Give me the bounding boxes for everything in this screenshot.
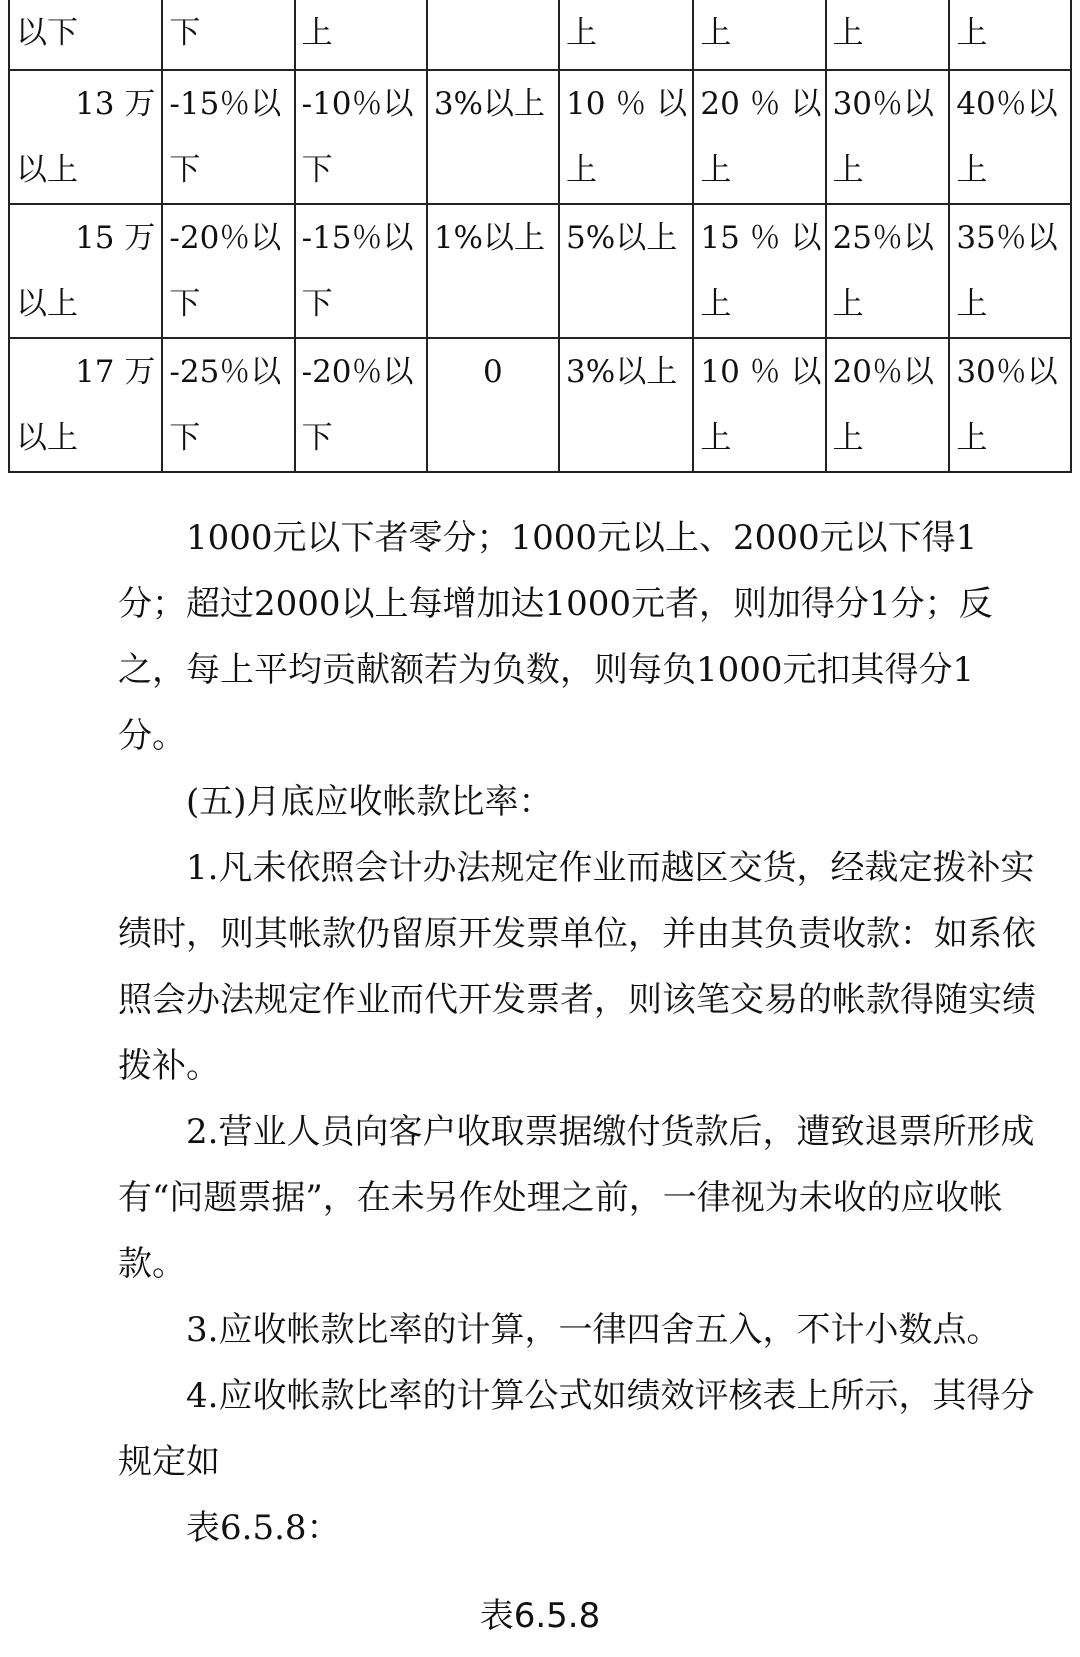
table-row	[9, 70, 1071, 204]
cell-line-1: -20％以	[169, 220, 282, 256]
table-cell	[949, 70, 1071, 204]
table-cell	[9, 204, 162, 338]
cell-line-2: 上	[832, 152, 864, 188]
paragraph-item-2: 2.营业人员向客户收取票据缴付货款后，遭致退票所形成有“问题票据”，在未另作处理之前，一律视为未收的应收帐款。	[118, 1112, 1035, 1284]
cell-line-1: 25％以	[832, 220, 935, 256]
table-cell	[693, 204, 825, 338]
paragraph-item-1: 1.凡未依照会计办法规定作业而越区交货，经裁定拨补实绩时，则其帐款仍留原开发票单位，并由其负责收款：如系依照会办法规定作业而代开发票者，则该笔交易的帐款得随实绩拨补。	[118, 848, 1036, 1086]
table-cell	[826, 70, 950, 204]
cell-line-1: 30％以	[832, 86, 935, 122]
table-cell	[162, 0, 294, 70]
performance-table	[8, 0, 1072, 473]
table-cell	[826, 0, 950, 70]
cell-line-1: 上	[301, 15, 333, 51]
cell-line-1: 下	[169, 15, 201, 51]
table-row	[9, 338, 1071, 472]
cell-line-1: 35％以	[956, 220, 1058, 256]
table-cell	[9, 338, 162, 472]
cell-line-1: 5%以上	[566, 220, 678, 256]
table-cell	[427, 338, 559, 472]
cell-line-1: 30％以	[956, 354, 1058, 390]
cell-line-1: 3%以上	[566, 354, 678, 390]
cell-line-1: 40％以	[956, 86, 1058, 122]
table-cell	[693, 338, 825, 472]
cell-line-1: 上	[956, 15, 988, 51]
table-cell	[559, 0, 693, 70]
cell-line-1: 10 ％ 以	[700, 354, 822, 390]
table-cell	[693, 0, 825, 70]
cell-line-1: 20 ％ 以	[700, 86, 822, 122]
cell-line-1: -15％以	[169, 86, 282, 122]
table-cell	[427, 70, 559, 204]
cell-line-2: 上	[566, 152, 598, 188]
table-cell	[826, 204, 950, 338]
cell-line-2: 下	[169, 152, 201, 188]
cell-line-2: 下	[169, 286, 201, 322]
table-cell	[162, 70, 294, 204]
cell-line-1: 上	[832, 15, 864, 51]
cell-line-2: 上	[700, 286, 732, 322]
cell-line-2: 下	[301, 152, 333, 188]
cell-line-2: 上	[832, 286, 864, 322]
section-heading-receivables: (五)月底应收帐款比率：	[186, 782, 553, 822]
cell-line-1: 17 万	[75, 354, 156, 390]
cell-line-2: 上	[700, 152, 732, 188]
cell-line-1: 3%以上	[433, 86, 545, 122]
table-cell	[162, 204, 294, 338]
cell-line-1: 15 ％ 以	[700, 220, 822, 256]
table-row	[9, 0, 1071, 70]
table-cell	[693, 70, 825, 204]
table-cell	[949, 204, 1071, 338]
table-cell	[295, 204, 427, 338]
cell-line-2: 以上	[16, 420, 78, 456]
cell-line-1: -20％以	[301, 354, 414, 390]
table-cell	[295, 0, 427, 70]
cell-line-2: 上	[700, 420, 732, 456]
paragraph-item-4: 4.应收帐款比率的计算公式如绩效评核表上所示，其得分规定如	[118, 1376, 1035, 1482]
table-row	[9, 204, 1071, 338]
cell-line-2: 下	[301, 286, 333, 322]
table-cell	[295, 338, 427, 472]
cell-line-1: -25％以	[169, 354, 282, 390]
cell-line-1: 以下	[16, 15, 78, 51]
table-cell	[427, 0, 559, 70]
table-cell	[427, 204, 559, 338]
table-caption: 表6.5.8	[479, 1596, 601, 1636]
table-cell	[9, 70, 162, 204]
body-text	[118, 505, 1038, 1561]
table-cell	[295, 70, 427, 204]
cell-line-1: -10％以	[301, 86, 414, 122]
paragraph-table-ref: 表6.5.8：	[186, 1508, 341, 1548]
cell-line-2: 以上	[16, 152, 78, 188]
cell-line-1: 15 万	[75, 220, 156, 256]
table-cell	[9, 0, 162, 70]
paragraph-score-rule: 1000元以下者零分；1000元以上、2000元以下得1分；超过2000以上每增加达1000元者，则加得分1分；反之，每上平均贡献额若为负数，则每负1000元扣其得分1分。	[118, 518, 993, 756]
cell-line-1: 10 ％ 以	[566, 86, 688, 122]
cell-line-1: 13 万	[75, 86, 156, 122]
cell-line-2: 下	[301, 420, 333, 456]
cell-line-1: 1%以上	[433, 220, 545, 256]
table-cell	[826, 338, 950, 472]
cell-line-1: 上	[700, 15, 732, 51]
cell-line-2: 以上	[16, 286, 78, 322]
cell-line-2: 上	[956, 286, 988, 322]
table-cell	[949, 0, 1071, 70]
table-cell	[162, 338, 294, 472]
cell-line-1: 0	[483, 354, 503, 390]
cell-line-1: -15％以	[301, 220, 414, 256]
cell-line-1: 上	[566, 15, 598, 51]
table-cell	[559, 338, 693, 472]
cell-line-2: 上	[832, 420, 864, 456]
table-cell	[949, 338, 1071, 472]
table-cell	[559, 204, 693, 338]
paragraph-item-3: 3.应收帐款比率的计算，一律四舍五入，不计小数点。	[186, 1310, 1001, 1350]
cell-line-2: 下	[169, 420, 201, 456]
table-cell	[559, 70, 693, 204]
cell-line-2: 上	[956, 420, 988, 456]
cell-line-1: 20％以	[832, 354, 935, 390]
cell-line-2: 上	[956, 152, 988, 188]
